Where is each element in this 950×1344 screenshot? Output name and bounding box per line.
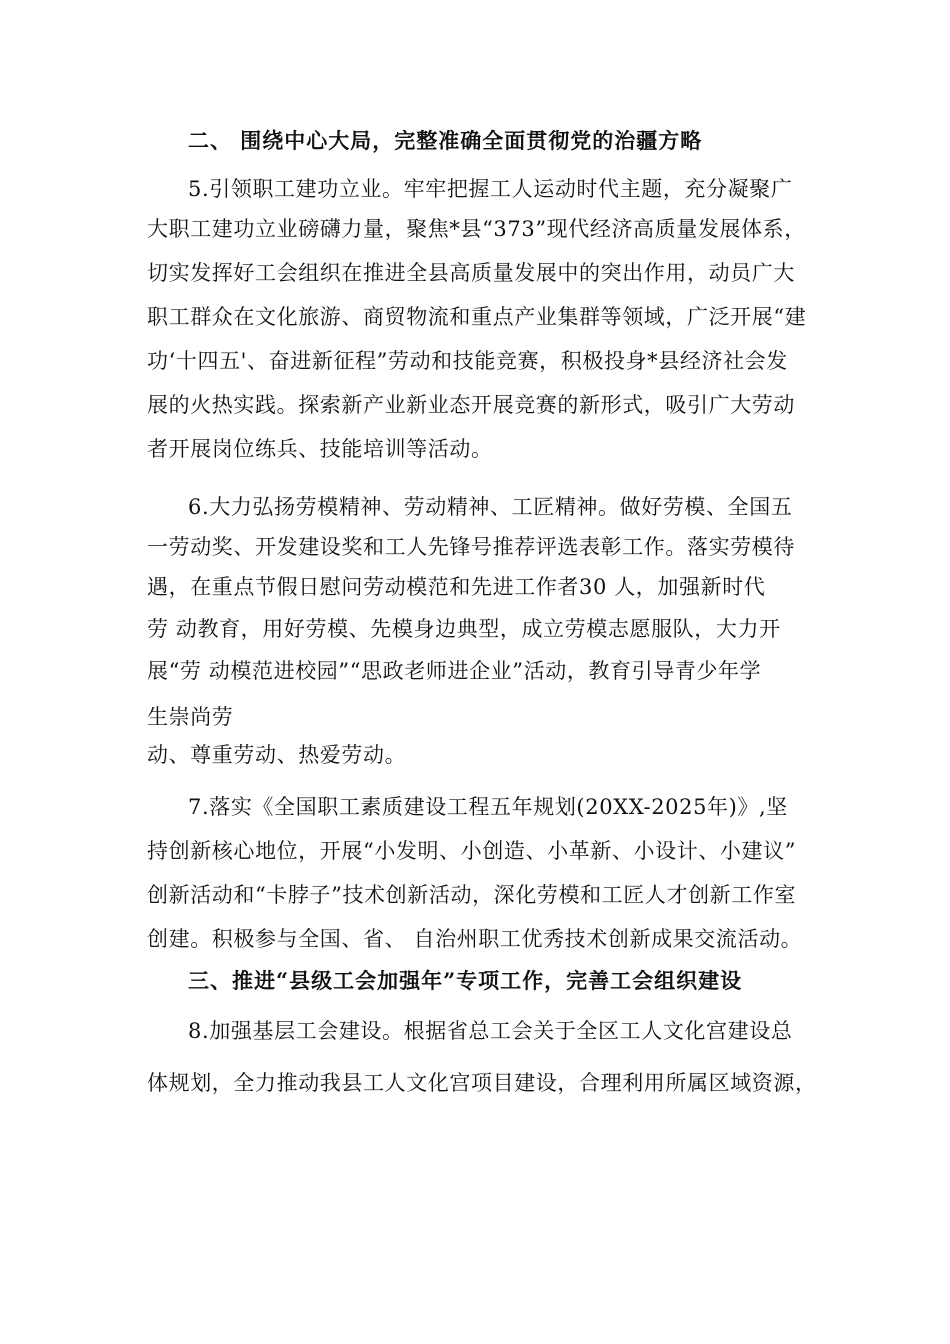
- paragraph-6-line: 生崇尚劳: [147, 705, 234, 729]
- paragraph-5-line: 展的火热实践。探索新产业新业态开展竞赛的新形式，吸引广大劳动: [147, 393, 795, 417]
- paragraph-6-line: 6.大力弘扬劳模精神、劳动精神、工匠精神。做好劳模、全国五: [188, 495, 793, 519]
- paragraph-5-line: 者开展岗位练兵、技能培训等活动。: [147, 437, 493, 461]
- paragraph-8-line: 8.加强基层工会建设。根据省总工会关于全区工人文化宫建设总: [188, 1019, 793, 1043]
- paragraph-6-line: 展“劳 动模范进校园”“思政老师进企业”活动，教育引导青少年学: [147, 659, 762, 683]
- paragraph-5-line: 功‘十四五'、奋进新征程”劳动和技能竞赛，积极投身*县经济社会发: [147, 349, 788, 373]
- paragraph-6-line: 一劳动奖、开发建设奖和工人先锋号推荐评选表彰工作。落实劳模待: [147, 535, 795, 559]
- paragraph-5-line: 职工群众在文化旅游、商贸物流和重点产业集群等领域，广泛开展“建: [147, 305, 807, 329]
- paragraph-7-line: 创建。积极参与全国、省、 自治州职工优秀技术创新成果交流活动。: [147, 927, 803, 951]
- paragraph-7-line: 7.落实《全国职工素质建设工程五年规划(20XX-2025年)》,坚: [188, 795, 788, 819]
- paragraph-6-line: 遇，在重点节假日慰问劳动模范和先进工作者30 人，加强新时代: [147, 575, 766, 599]
- paragraph-5-line: 5.引领职工建功立业。牢牢把握工人运动时代主题，充分凝聚广: [188, 177, 793, 201]
- section-heading-2: 二、 围绕中心大局，完整准确全面贯彻党的治疆方略: [188, 128, 703, 153]
- paragraph-5-line: 切实发挥好工会组织在推进全县高质量发展中的突出作用，动员广大: [147, 261, 795, 285]
- paragraph-5-line: 大职工建功立业磅礴力量，聚焦*县“373”现代经济高质量发展体系，: [147, 217, 806, 241]
- paragraph-6-line: 动、尊重劳动、热爱劳动。: [147, 743, 407, 767]
- section-heading-3: 三、推进“县级工会加强年”专项工作，完善工会组织建设: [188, 968, 743, 993]
- paragraph-8-line: 体规划，全力推动我县工人文化宫项目建设，合理利用所属区域资源，: [147, 1071, 817, 1095]
- paragraph-7-line: 创新活动和“卡脖子”技术创新活动，深化劳模和工匠人才创新工作室: [147, 883, 797, 907]
- paragraph-6-line: 劳 动教育，用好劳模、先模身边典型，成立劳模志愿服队，大力开: [147, 617, 781, 641]
- paragraph-7-line: 持创新核心地位，开展“小发明、小创造、小革新、小设计、小建议”: [147, 839, 797, 863]
